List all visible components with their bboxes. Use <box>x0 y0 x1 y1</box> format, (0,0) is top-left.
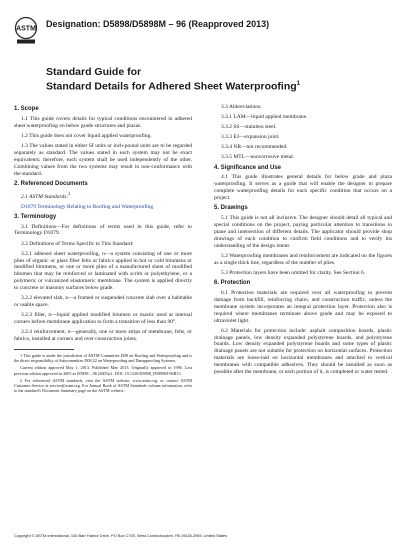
footnote-edition: Current edition approved May 1, 2013. Published May 2013. Originally approved in 1996. Last previous edition approved in 2005 as D5898 – 96 (2005)ε1. DOI: 10.1520/D5898_D5898M-96R13. <box>14 365 192 376</box>
paragraph-5-3: 5.3 Protection layers have been omitted for clarity. See Section 6. <box>221 269 365 276</box>
footnote-divider <box>14 349 74 350</box>
paragraph-3-2: 3.2 Definitions of Terms Specific to This Standard: <box>21 240 134 247</box>
paragraph-3-3: 3.3 Abbreviations: <box>221 104 262 110</box>
section-heading-protection: 6. Protection <box>214 280 251 286</box>
paragraph-1-1: 1.1 This guide covers details for typical conditions encountered in adhered sheet waterproofing on below grade structures and plazas. <box>14 115 192 129</box>
paragraph-6-2: 6.2 Materials for protection include: asphalt composition boards, plastic drainage panels, low density expanded polystyrene boards, and polystyrene boards. Low density expanded polystyrene boards and some types of plastic drainage panels are not suitable for protection on horizontal surfaces. Protection materials are loose-laid on horizontal membranes and attached to vertical membranes with compatible adhesives. They should be installed as soon as possible after the membrane, or each portion of it, is completed or water tested. <box>214 327 392 376</box>
paragraph-3-1: 3.1 Definitions—For definitions of terms used in this guide, refer to Terminology D1079. <box>14 223 192 237</box>
astm-logo-icon <box>14 16 38 48</box>
reference-title-link[interactable]: Terminology Relating to Roofing and Waterproofing <box>35 203 154 210</box>
abbreviation-ej: 3.3.3 EJ—expansion joint. <box>221 134 280 141</box>
paragraph-3-2-4: 3.2.4 reinforcement, n—generally, one or more strips of membrane, felts, or fabrics, installed at corners and over construction joints. <box>14 329 192 343</box>
svg-text:ASTM: ASTM <box>16 25 36 33</box>
right-column <box>214 104 392 379</box>
footnote-mark-2: 2 <box>68 190 71 196</box>
copyright-footer: Copyright © ASTM International, 100 Barr Harbor Drive, PO Box C700, West Conshohocken, PA 19428-2959. United States <box>14 533 228 538</box>
title-line-2: Standard Details for Adhered Sheet Waterproofing$^1$ <box>46 80 301 93</box>
paragraph-1-2: 1.2 This guide does not cover liquid applied waterproofing. <box>21 132 152 139</box>
paragraph-3-2-3: 3.2.3 fillet, n—liquid applied modified bitumen or mastic used at internal corners before membrane application to form a transition of less than 90°. <box>14 312 192 326</box>
footnote-2: 2 For referenced ASTM standards, visit the ASTM website, www.astm.org, or contact ASTM Customer Service at service@astm.org. For Annual Book of ASTM Standards volume information, refer to the standard's Document Summary page on the ASTM website. <box>14 377 192 394</box>
paragraph-1-3: 1.3 The values stated in either SI units or inch-pound units are to be regarded separately as standard. The values stated in each system may not be exact equivalents; therefore, each system shall be used independently of the other. Combining values from the two systems may result in non-conformance with the standard. <box>14 143 192 177</box>
abbreviation-lam: 3.3.1 LAM—liquid applied membrane. <box>221 114 308 121</box>
title-line-1: Standard Guide for <box>46 66 142 78</box>
section-heading-scope: 1. Scope <box>14 106 39 112</box>
paragraph-4-1: 4.1 This guide illustrates general details for below grade and plaza waterproofing. It serves as a guide that will enable the designer to prepare complete waterproofing details for each specific condition that occurs on a project. <box>214 174 392 202</box>
abbreviation-ss: 3.3.2 SS—stainless steel. <box>221 124 277 131</box>
document-title <box>46 66 386 93</box>
paragraph-6-1: 6.1 Protection materials are required over all waterproofing to prevent damage from backfill, reinforcing chairs, and construction traffic, unless the membrane system incorporates an integral protection layer. Protection also is required where membranes terminate above grade and may be exposed to ultraviolet light. <box>214 289 392 324</box>
section-heading-significance: 4. Significance and Use <box>214 164 282 171</box>
section-heading-terminology: 3. Terminology <box>14 213 57 220</box>
title-footnote-mark: 1 <box>296 81 301 87</box>
reference-d1079[interactable] <box>14 204 192 211</box>
section-heading-drawings: 5. Drawings <box>214 205 248 212</box>
paragraph-2-1: 2.1 ASTM Standards:$^2$ <box>21 190 71 200</box>
abbreviation-mtl: 3.3.5 MTL—noncorrosive metal. <box>221 154 295 161</box>
paragraph-3-2-1: 3.2.1 adhered sheet waterproofing, n—a system consisting of one or more plies of organic or glass fiber felts or fabrics applied in hot or cold bitumens or modified bitumens, or one or more plies of a manufactured sheet of modified bitumen that may be reinforced or laminated with scrim or polyethylene, or a polymeric or vulcanized elastomeric membrane. The system is applied directly to concrete or masonry surfaces below grade. <box>14 250 192 292</box>
left-column <box>14 104 192 396</box>
paragraph-3-2-2: 3.2.2 elevated slab, n—a framed or suspended concrete slab over a habitable or usable space. <box>14 295 192 309</box>
paragraph-5-2: 5.2 Waterproofing membranes and reinforcement are indicated on the figures as a single thick line, regardless of the number of plies. <box>214 252 392 266</box>
paragraph-5-1: 5.1 This guide is not all inclusive. The designer should detail all typical and special conditions on the project, paying particular attention to transitions in plane and intersection of different details. The applicator should provide shop drawings of each condition to confirm field conditions and to verify his understanding of the design intent. <box>214 215 392 249</box>
section-heading-referenced-documents: 2. Referenced Documents <box>14 180 88 187</box>
reference-code-link[interactable]: D1079 <box>21 203 36 210</box>
abbreviation-nr: 3.3.4 NR—not recommended. <box>221 144 288 151</box>
designation: Designation: D5898/D5898M – 96 (Reapproved 2013) <box>46 19 270 29</box>
footnote-1: 1 This guide is under the jurisdiction of ASTM Committee D08 on Roofing and Waterproofing and is the direct responsibility of Subcommittee D08.22 on Waterproofing and Dampproofing Systems. <box>14 353 192 364</box>
